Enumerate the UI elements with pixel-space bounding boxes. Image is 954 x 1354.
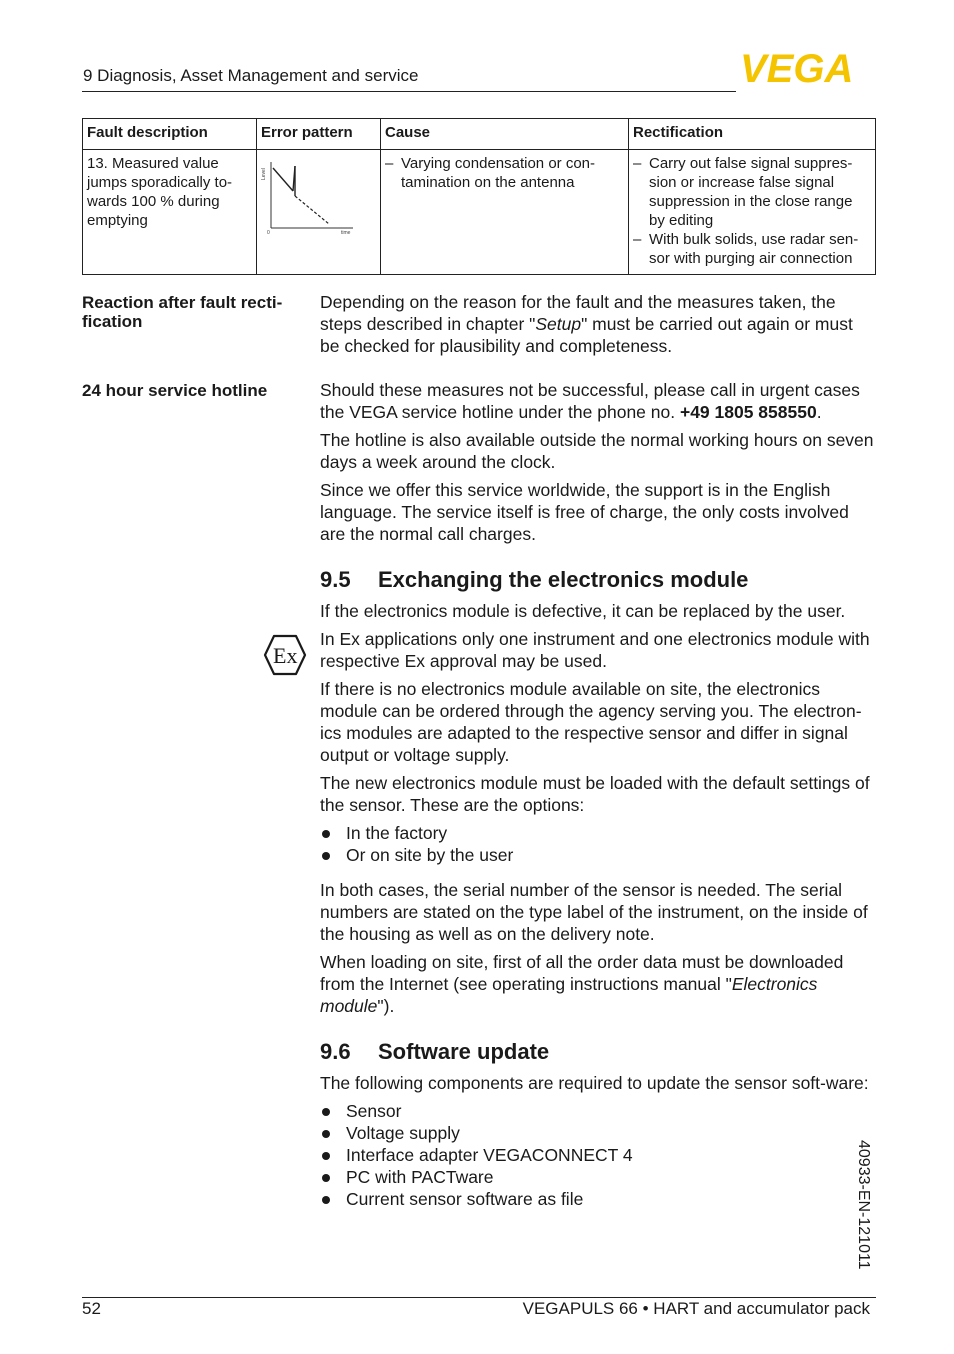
paragraph-text-a: When loading on site, first of all the order data must be downloaded from the Internet (see operating instructions manual " <box>320 952 844 994</box>
column-header: Cause <box>381 119 629 150</box>
graph-origin-label: 0 <box>267 230 270 236</box>
ex-hazard-icon <box>263 634 307 681</box>
list-item: Or on site by the user <box>320 844 876 866</box>
paragraph: If the electronics module is defective, it can be replaced by the user. <box>320 601 846 621</box>
document-number: 40933-EN-121011 <box>855 1140 872 1270</box>
table-row <box>83 150 876 275</box>
chapter-header: 9 Diagnosis, Asset Management and service <box>83 66 419 85</box>
ex-paragraph: In Ex applications only one instrument and one electronics module with respective Ex approval may be used. <box>320 629 870 671</box>
section-title: Software update <box>378 1039 550 1064</box>
vega-logo <box>740 50 874 91</box>
cause-cell <box>381 150 629 275</box>
list-item: Interface adapter VEGACONNECT 4 <box>320 1144 876 1166</box>
section-9-5 <box>320 569 876 1023</box>
reaction-text <box>320 291 876 363</box>
graph-x-label: time <box>341 230 351 236</box>
rectification-cell <box>629 150 876 275</box>
hotline-hours: The hotline is also available outside the normal working hours on seven days a week around the clock. <box>320 430 874 472</box>
ex-icon-text: Ex <box>273 643 298 668</box>
paragraph: In both cases, the serial number of the sensor is needed. The serial numbers are stated on the type label of the instrument, on the inside of the housing as well as on the delivery note. <box>320 880 868 944</box>
column-header: Rectification <box>629 119 876 150</box>
paragraph: The following components are required to update the sensor soft-ware: <box>320 1073 869 1093</box>
manual-reference: Electronics module <box>320 974 818 1016</box>
list-item: In the factory <box>320 822 876 844</box>
list-item: Sensor <box>320 1100 876 1122</box>
paragraph-text-b: "). <box>377 996 395 1016</box>
product-name: VEGAPULS 66 • HART and accumulator pack <box>522 1299 870 1318</box>
list-item: PC with PACTware <box>320 1166 876 1188</box>
reaction-label: Reaction after fault recti-fication <box>82 293 283 331</box>
hotline-language: Since we offer this service worldwide, the support is in the English language. The service itself is free of charge, the only costs involved are the normal call charges. <box>320 480 849 544</box>
graph-y-label: Level <box>261 168 267 180</box>
column-header: Error pattern <box>257 119 381 150</box>
table-header-row <box>83 119 876 150</box>
fault-table <box>82 118 876 275</box>
footer-rule <box>82 1297 876 1298</box>
page-number: 52 <box>82 1299 101 1318</box>
paragraph: If there is no electronics module available on site, the electronics module can be ordered through the agency serving you. The electron-ics modules are adapted to the respective sensor and differ in signal output or voltage supply. <box>320 679 862 765</box>
hotline-text-b: . <box>816 402 822 422</box>
options-list <box>320 822 876 866</box>
rectification-item: – Carry out false signal suppres-sion or increase false signal suppression in the close range by editing <box>633 154 871 230</box>
reaction-text-a: Depending on the reason for the fault and the measures taken, the steps described in chapter " <box>320 292 836 334</box>
section-9-6 <box>320 1041 876 1210</box>
section-title: Exchanging the electronics module <box>378 567 749 592</box>
hotline-phone: +49 1805 858550 <box>679 402 817 422</box>
setup-reference: Setup <box>535 314 582 334</box>
components-list <box>320 1100 876 1210</box>
list-item: Current sensor software as file <box>320 1188 876 1210</box>
error-pattern-graph <box>261 156 357 236</box>
hotline-text-a: Should these measures not be successful, please call in urgent cases the VEGA service hotline under the phone no. <box>320 380 860 422</box>
section-heading <box>320 1041 876 1063</box>
rectification-item: – With bulk solids, use radar sen-sor with purging air connection <box>633 230 871 268</box>
section-number: 9.6 <box>320 1039 351 1064</box>
list-item: Voltage supply <box>320 1122 876 1144</box>
fault-description: 13. Measured value jumps sporadically to-wards 100 % during emptying <box>83 150 257 275</box>
vega-logo-text: VEGA <box>740 50 854 86</box>
hotline-text <box>320 379 876 551</box>
error-pattern-cell <box>257 150 381 275</box>
hotline-label: 24 hour service hotline <box>82 381 268 400</box>
section-heading <box>320 569 876 591</box>
section-number: 9.5 <box>320 567 351 592</box>
column-header: Fault description <box>83 119 257 150</box>
reaction-text-b: " must be carried out again or must be checked for plausibility and completeness. <box>320 314 853 356</box>
cause-item: – Varying condensation or con-tamination on the antenna <box>385 154 624 192</box>
header-rule <box>82 91 736 92</box>
paragraph: The new electronics module must be loaded with the default settings of the sensor. These are the options: <box>320 773 870 815</box>
